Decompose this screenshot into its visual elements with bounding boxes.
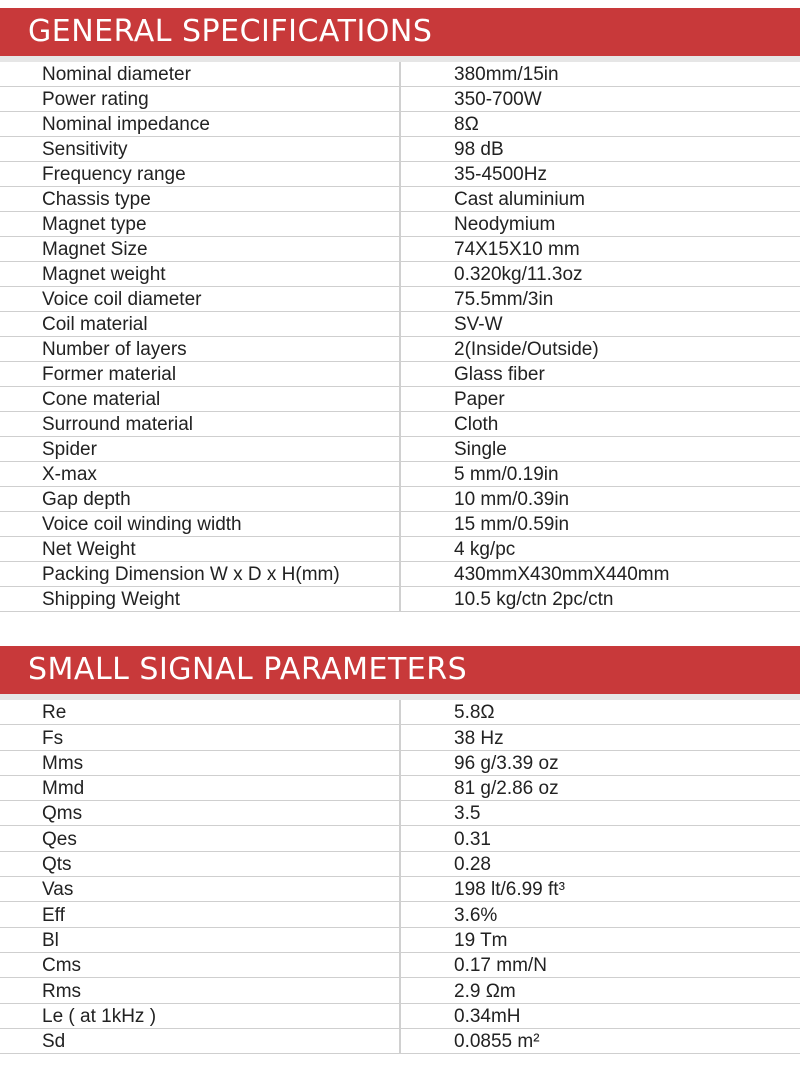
spec-value: Glass fiber — [454, 364, 545, 385]
spec-row — [0, 487, 800, 512]
param-row — [0, 877, 800, 902]
spec-value: 380mm/15in — [454, 64, 559, 85]
spec-label: Voice coil diameter — [42, 289, 202, 310]
spec-value: 75.5mm/3in — [454, 289, 554, 310]
spec-value: Cast aluminium — [454, 189, 585, 210]
spec-label: Shipping Weight — [42, 589, 181, 610]
spec-row — [0, 262, 800, 287]
param-label: Re — [42, 702, 67, 724]
spec-value: 5 mm/0.19in — [454, 464, 559, 485]
spec-row — [0, 437, 800, 462]
spec-label: Gap depth — [42, 489, 131, 510]
spec-row — [0, 62, 800, 87]
spec-value: 4 kg/pc — [454, 539, 516, 560]
spec-value: 2(Inside/Outside) — [454, 339, 599, 360]
spec-label: Nominal diameter — [42, 64, 191, 85]
param-row — [0, 978, 800, 1003]
spec-label: X-max — [42, 464, 97, 485]
param-value: 38 Hz — [454, 727, 504, 749]
spec-row — [0, 87, 800, 112]
spec-label: Number of layers — [42, 339, 187, 360]
spec-label: Chassis type — [42, 189, 151, 210]
small-signal-parameters-header — [0, 646, 800, 700]
param-row — [0, 801, 800, 826]
spec-value: SV-W — [454, 314, 503, 335]
param-value: 0.28 — [454, 854, 491, 876]
param-value: 3.6% — [454, 904, 498, 926]
spec-value: 8Ω — [454, 114, 479, 135]
spec-value: 0.320kg/11.3oz — [454, 264, 583, 285]
spec-value: 74X15X10 mm — [454, 239, 580, 260]
spec-row — [0, 287, 800, 312]
spec-row — [0, 362, 800, 387]
spec-label: Cone material — [42, 389, 161, 410]
spec-label: Nominal impedance — [42, 114, 210, 135]
param-value: 0.0855 m² — [454, 1031, 540, 1053]
general-specifications-header — [0, 8, 800, 62]
param-row — [0, 1004, 800, 1029]
spec-row — [0, 562, 800, 587]
param-value: 19 Tm — [454, 929, 508, 951]
param-row — [0, 953, 800, 978]
param-label: Fs — [42, 727, 64, 749]
param-value: 198 lt/6.99 ft³ — [454, 879, 565, 901]
spec-row — [0, 412, 800, 437]
spec-row — [0, 187, 800, 212]
spec-row — [0, 112, 800, 137]
spec-label: Magnet type — [42, 214, 147, 235]
param-row — [0, 826, 800, 851]
spec-label: Power rating — [42, 89, 149, 110]
spec-value: 10 mm/0.39in — [454, 489, 570, 510]
param-row — [0, 852, 800, 877]
param-value: 2.9 Ωm — [454, 980, 516, 1002]
spec-row — [0, 137, 800, 162]
param-label: Qms — [42, 803, 83, 825]
param-label: Eff — [42, 904, 65, 926]
param-value: 81 g/2.86 oz — [454, 778, 559, 800]
spec-value: Paper — [454, 389, 505, 410]
param-row — [0, 776, 800, 801]
section-title: SMALL SIGNAL PARAMETERS — [28, 652, 468, 687]
spec-row — [0, 587, 800, 612]
param-row — [0, 725, 800, 750]
general-specifications-table — [0, 62, 800, 612]
param-label: Vas — [42, 879, 74, 901]
param-value: 0.34mH — [454, 1005, 521, 1027]
spec-label: Frequency range — [42, 164, 186, 185]
param-label: Rms — [42, 980, 82, 1002]
general-specifications-section — [0, 8, 800, 612]
spec-value: Neodymium — [454, 214, 556, 235]
spec-label: Magnet weight — [42, 264, 166, 285]
spec-value: 430mmX430mmX440mm — [454, 564, 670, 585]
param-label: Mms — [42, 752, 84, 774]
param-label: Mmd — [42, 778, 85, 800]
param-row — [0, 902, 800, 927]
small-signal-parameters-table — [0, 700, 800, 1054]
param-value: 5.8Ω — [454, 702, 495, 724]
spec-label: Surround material — [42, 414, 194, 435]
spec-row — [0, 512, 800, 537]
spec-label: Coil material — [42, 314, 148, 335]
spec-row — [0, 212, 800, 237]
spec-row — [0, 237, 800, 262]
spec-value: 350-700W — [454, 89, 542, 110]
small-signal-parameters-section — [0, 646, 800, 1054]
param-label: Cms — [42, 955, 82, 977]
param-value: 0.31 — [454, 828, 491, 850]
spec-row — [0, 312, 800, 337]
spec-row — [0, 537, 800, 562]
spec-value: Cloth — [454, 414, 499, 435]
spec-label: Former material — [42, 364, 177, 385]
spec-value: 35-4500Hz — [454, 164, 547, 185]
spec-label: Packing Dimension W x D x H(mm) — [42, 564, 340, 585]
spec-label: Sensitivity — [42, 139, 128, 160]
spec-label: Magnet Size — [42, 239, 148, 260]
param-label: Qts — [42, 854, 72, 876]
spec-value: 10.5 kg/ctn 2pc/ctn — [454, 589, 614, 610]
param-value: 0.17 mm/N — [454, 955, 547, 977]
param-label: Sd — [42, 1031, 66, 1053]
spec-label: Spider — [42, 439, 97, 460]
param-row — [0, 928, 800, 953]
param-row — [0, 1029, 800, 1054]
param-row — [0, 751, 800, 776]
param-row — [0, 700, 800, 725]
spec-row — [0, 387, 800, 412]
spec-label: Voice coil winding width — [42, 514, 242, 535]
param-value: 3.5 — [454, 803, 481, 825]
spec-value: 98 dB — [454, 139, 504, 160]
spec-label: Net Weight — [42, 539, 136, 560]
spec-value: 15 mm/0.59in — [454, 514, 570, 535]
spec-row — [0, 162, 800, 187]
spec-row — [0, 337, 800, 362]
param-label: Qes — [42, 828, 77, 850]
spec-row — [0, 462, 800, 487]
param-value: 96 g/3.39 oz — [454, 752, 559, 774]
section-title: GENERAL SPECIFICATIONS — [28, 14, 433, 49]
param-label: Le ( at 1kHz ) — [42, 1005, 157, 1027]
param-label: Bl — [42, 929, 59, 951]
spec-value: Single — [454, 439, 507, 460]
